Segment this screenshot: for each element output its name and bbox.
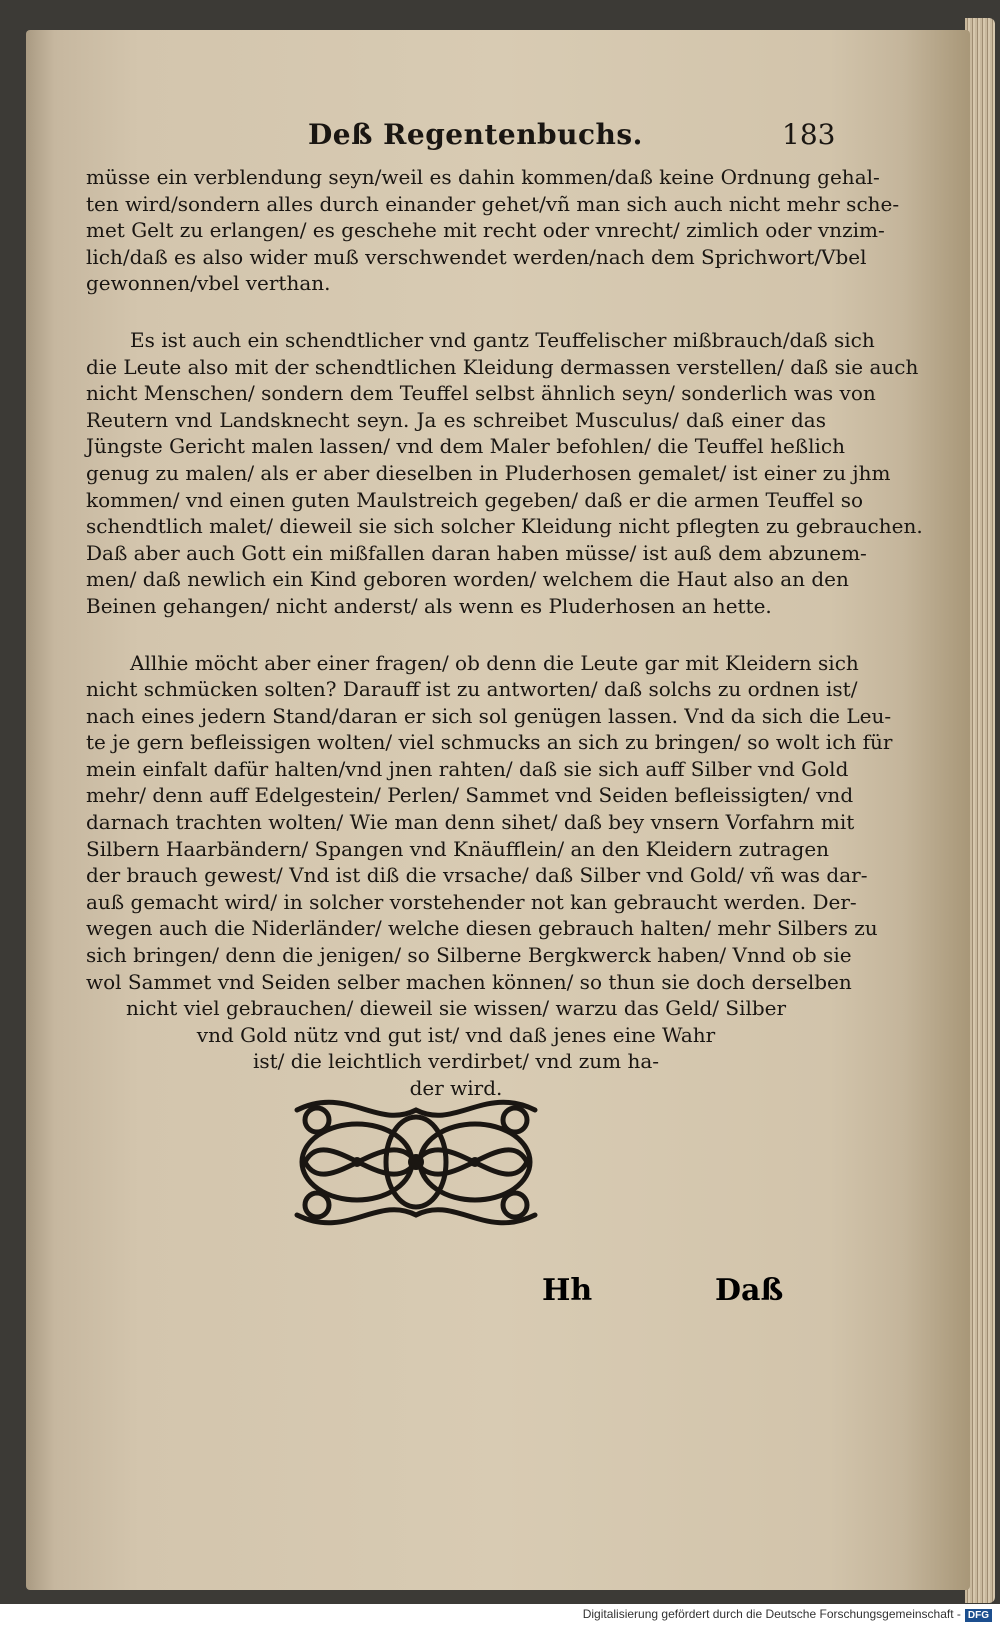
- text-line: ist/ die leichtlich verdirbet/ vnd zum ha-: [252, 1049, 660, 1074]
- text-line: Beinen gehangen/ nicht anderst/ als wenn es Pluderhosen an hette.: [86, 593, 772, 618]
- text-line: Daß aber auch Gott ein mißfallen daran haben müsse/ ist auß dem abzunem-: [86, 540, 867, 565]
- dfg-logo: DFG: [965, 1609, 992, 1622]
- text-line: men/ daß newlich ein Kind geboren worden/ welchem die Haut also an den: [86, 567, 849, 592]
- text-line: nicht Menschen/ sondern dem Teuffel selbst ähnlich seyn/ sonderlich was von: [86, 381, 876, 406]
- text-line: nicht viel gebrauchen/ dieweil sie wissen/ warzu das Geld/ Silber: [125, 996, 787, 1021]
- text-line: Es ist auch ein schendtlicher vnd gantz Teuffelischer mißbrauch/daß sich: [130, 327, 875, 352]
- digitization-credit: [583, 1607, 992, 1622]
- text-line: Silbern Haarbändern/ Spangen vnd Knäufflein/ an den Kleidern zutragen: [86, 836, 830, 861]
- paragraph-3: [86, 650, 893, 996]
- page-sheet: [26, 30, 970, 1590]
- paragraph-2: [86, 327, 923, 620]
- running-head: Deß Regentenbuchs.: [308, 118, 643, 151]
- text-line: darnach trachten wolten/ Wie man denn sihet/ daß bey vnsern Vorfahrn mit: [86, 810, 855, 835]
- catchword: Daß: [715, 1273, 784, 1308]
- text-line: gewonnen/vbel verthan.: [86, 271, 331, 296]
- text-line: Jüngste Gericht malen lassen/ vnd dem Maler befohlen/ die Teuffel heßlich: [86, 434, 846, 459]
- text-line: wegen auch die Niderländer/ welche diesen gebrauch halten/ mehr Silbers zu: [86, 916, 878, 941]
- text-line: die Leute also mit der schendtlichen Kleidung dermassen verstellen/ daß sie auch: [86, 354, 919, 379]
- text-line: te je gern befleissigen wolten/ viel schmucks an sich zu bringen/ so wolt ich für: [86, 730, 893, 755]
- text-line: mein einfalt dafür halten/vnd jnen rahten/ daß sie sich auff Silber vnd Gold: [86, 756, 849, 781]
- text-line: Reutern vnd Landsknecht seyn. Ja es schreibet Musculus/ daß einer das: [86, 407, 826, 432]
- text-line: nicht schmücken solten? Darauff ist zu antworten/ daß solchs zu ordnen ist/: [86, 677, 858, 702]
- credit-text: Digitalisierung gefördert durch die Deutsche Forschungsgemeinschaft -: [582, 1607, 961, 1621]
- text-line: genug zu malen/ als er aber dieselben in Pluderhosen gemalet/ ist einer zu jhm: [86, 460, 891, 485]
- text-line: ten wird/sondern alles durch einander gehet/vñ man sich auch nicht mehr sche-: [86, 191, 900, 216]
- signature-mark: Hh: [542, 1273, 593, 1308]
- text-line: schendtlich malet/ dieweil sie sich solcher Kleidung nicht pflegten zu gebrauchen.: [86, 514, 923, 539]
- text-line: auß gemacht wird/ in solcher vorstehender not kan gebraucht werden. Der-: [86, 889, 857, 914]
- page-header: [86, 118, 836, 164]
- text-line: met Gelt zu erlangen/ es geschehe mit recht oder vnrecht/ zimlich oder vnzim-: [86, 218, 885, 243]
- text-line: Allhie möcht aber einer fragen/ ob denn die Leute gar mit Kleidern sich: [130, 650, 859, 675]
- text-line: müsse ein verblendung seyn/weil es dahin kommen/daß keine Ordnung gehal-: [86, 165, 880, 189]
- digitization-credit-bar: [0, 1604, 1000, 1625]
- text-line: lich/daß es also wider muß verschwendet werden/nach dem Sprichwort/Vbel: [86, 244, 867, 269]
- text-line: mehr/ denn auff Edelgestein/ Perlen/ Sammet vnd Seiden befleissigten/ vnd: [86, 783, 854, 808]
- text-line: der brauch gewest/ Vnd ist diß die vrsache/ daß Silber vnd Gold/ vñ was dar-: [86, 863, 868, 888]
- tapered-paragraph-end: [86, 995, 826, 1101]
- text-line: der wird.: [409, 1076, 503, 1100]
- paragraph-1: [86, 164, 900, 297]
- page-number: 183: [782, 118, 836, 151]
- text-line: vnd Gold nütz vnd gut ist/ vnd daß jenes eine Wahr: [196, 1022, 716, 1047]
- text-line: sich bringen/ denn die jenigen/ so Silberne Bergkwerck haben/ Vnnd ob sie: [86, 943, 852, 968]
- text-block: [86, 118, 923, 1102]
- strapwork-ornament-icon: [287, 1090, 545, 1235]
- text-line: wol Sammet vnd Seiden selber machen können/ so thun sie doch derselben: [86, 969, 852, 994]
- text-line: kommen/ vnd einen guten Maulstreich gegeben/ daß er die armen Teuffel so: [86, 487, 864, 512]
- text-line: nach eines jedern Stand/daran er sich sol genügen lassen. Vnd da sich die Leu-: [86, 703, 892, 728]
